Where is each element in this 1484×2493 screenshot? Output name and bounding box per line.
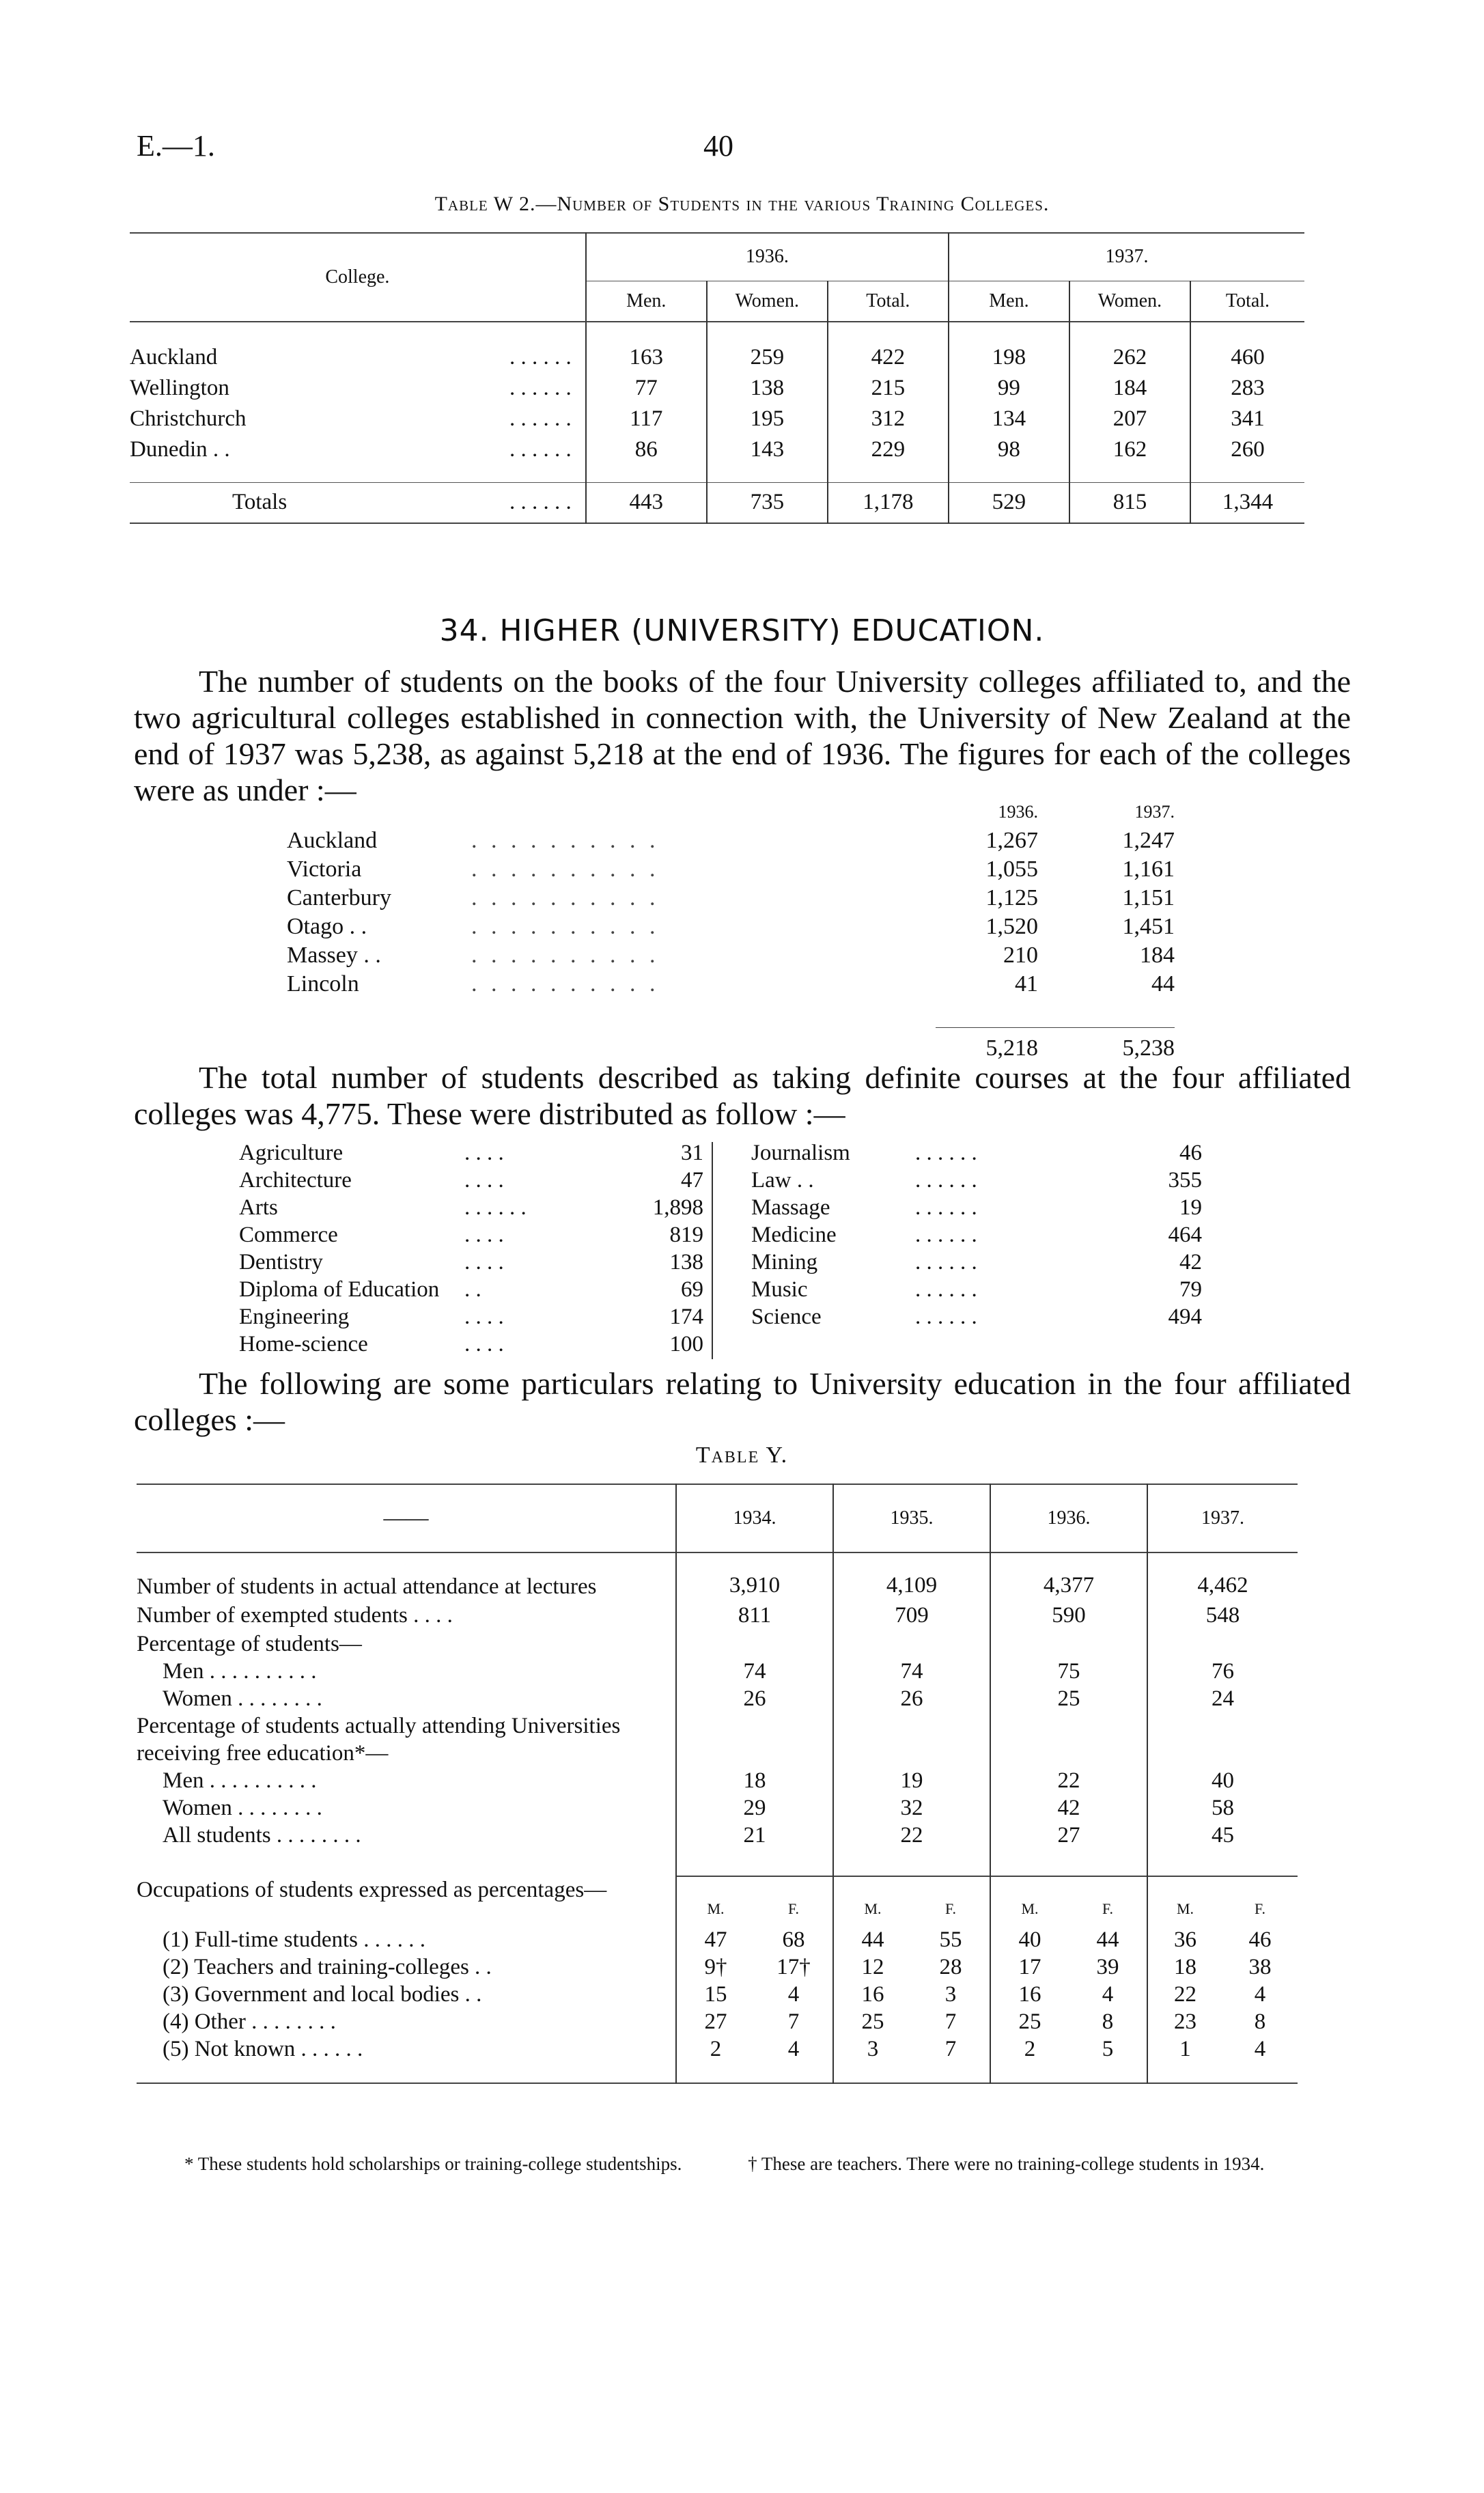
courses-right: [751, 1139, 1202, 1331]
row-label: Women . . . . . . . .: [163, 1795, 322, 1820]
leader-dots: . . . . . .: [464, 1195, 527, 1220]
cell: 815: [1069, 482, 1190, 523]
row-label: (1) Full-time students . . . . . .: [163, 1927, 425, 1952]
table-row: [137, 1685, 1298, 1712]
leader-dots: . . . .: [464, 1304, 504, 1329]
list-item: [751, 1167, 1202, 1194]
col-college-header: College.: [130, 233, 586, 322]
list-item: [751, 1303, 1202, 1331]
cell: 709: [833, 1600, 990, 1630]
table-row: [130, 434, 1304, 465]
college-name: Lincoln: [287, 971, 359, 997]
cell: [990, 1630, 1147, 1658]
leader-dots: . . . .: [464, 1331, 504, 1356]
leader-dots: . . . . . .: [509, 376, 572, 400]
course-count: 69: [681, 1277, 703, 1302]
course-name: Law . .: [751, 1167, 814, 1193]
course-name: Music: [751, 1277, 808, 1302]
row-label: Dunedin . .: [130, 437, 230, 462]
row-label: (5) Not known . . . . . .: [163, 2036, 363, 2061]
leader-dots: . . . . . .: [915, 1222, 977, 1247]
cell: 39: [1096, 1954, 1119, 1979]
leader-dots: . . . . . . . . . .: [471, 914, 660, 939]
course-name: Medicine: [751, 1222, 837, 1247]
female-header: F.: [788, 1900, 799, 1917]
row-label: All students . . . . . . . .: [163, 1822, 361, 1848]
year-header-1937: 1937.: [1134, 802, 1175, 822]
cell: 32: [833, 1794, 990, 1822]
cell: 7: [787, 2009, 800, 2034]
cell: 42: [990, 1794, 1147, 1822]
list-item: [239, 1249, 703, 1276]
course-count: 46: [1179, 1140, 1202, 1165]
value-1936: 1,125: [985, 885, 1038, 910]
cell: 12: [833, 1953, 912, 1981]
list-item: [239, 1167, 703, 1194]
college-list: [287, 798, 1175, 1069]
cell: 25: [833, 2008, 912, 2035]
table-row: [137, 1767, 1298, 1794]
cell: 143: [707, 434, 828, 465]
year-header-1936: 1936.: [586, 233, 949, 281]
cell: 4,462: [1147, 1573, 1298, 1600]
course-count: 464: [1168, 1222, 1202, 1247]
leader-dots: . . . . . .: [509, 437, 572, 462]
cell: 1: [1147, 2035, 1222, 2063]
course-name: Mining: [751, 1249, 818, 1275]
cell: 29: [676, 1794, 833, 1822]
cell: 229: [828, 434, 949, 465]
table-row: [137, 1876, 1298, 1892]
page-number: 40: [703, 129, 733, 163]
cell: 8: [1254, 2009, 1266, 2034]
cell: 2: [990, 2035, 1069, 2063]
course-name: Diploma of Education: [239, 1277, 440, 1302]
cell: 44: [833, 1926, 912, 1953]
cell: 262: [1069, 342, 1190, 373]
cell: 16: [833, 1981, 912, 2008]
leader-dots: . . . .: [464, 1249, 504, 1275]
course-count: 174: [669, 1304, 703, 1329]
list-item: [751, 1249, 1202, 1276]
cell: 163: [586, 342, 707, 373]
value-1936: 1,520: [985, 914, 1038, 939]
cell: [676, 1712, 833, 1767]
course-count: 1,898: [652, 1195, 703, 1220]
cell: 3,910: [676, 1573, 833, 1600]
cell: 18: [1147, 1953, 1222, 1981]
table-y-title: Table Y.: [695, 1443, 789, 1468]
course-count: 42: [1179, 1249, 1202, 1275]
female-header: F.: [1102, 1900, 1113, 1917]
list-item: [751, 1139, 1202, 1167]
leader-dots: . . . .: [464, 1167, 504, 1193]
list-item: [287, 884, 1175, 913]
cell: [676, 1630, 833, 1658]
cell: 40: [1147, 1767, 1298, 1794]
cell: 2: [676, 2035, 755, 2063]
leader-dots: . . . . . .: [509, 490, 572, 515]
cell: 548: [1147, 1600, 1298, 1630]
footnote-dagger: † These are teachers. There were no training-college students in 1934.: [748, 2154, 1265, 2174]
female-header: F.: [945, 1900, 956, 1917]
paragraph-intro: [134, 664, 1351, 809]
year-header-1936: 1936.: [990, 1484, 1147, 1552]
table-row: [137, 1630, 1298, 1658]
cell: 184: [1069, 373, 1190, 404]
leader-dots: . . . . . . . . . .: [471, 885, 660, 910]
list-item: [287, 855, 1175, 884]
paragraph-particulars: [134, 1366, 1351, 1438]
table-row: [137, 2035, 1298, 2063]
cell: 735: [707, 482, 828, 523]
year-header-1935: 1935.: [833, 1484, 990, 1552]
cell: 283: [1190, 373, 1304, 404]
paragraph-courses: [134, 1060, 1351, 1132]
value-1936: 41: [1015, 971, 1038, 997]
table-row: [137, 1822, 1298, 1849]
cell: 16: [990, 1981, 1069, 2008]
cell: 98: [949, 434, 1069, 465]
cell: 55: [939, 1927, 962, 1952]
cell: 18: [676, 1767, 833, 1794]
cell: 7: [944, 2009, 957, 2034]
list-item: [751, 1194, 1202, 1221]
college-name: Victoria: [287, 856, 362, 882]
paragraph-text: The number of students on the books of the four University colleges affiliated to, and the two agricultural colleges established in connection with, the University of New Zealand at the end of 1937 was 5,238, as against 5,218 at the end of 1936. The figures for each of the colleges were as under :—: [134, 664, 1351, 807]
cell: 25: [990, 2008, 1069, 2035]
table-row: [130, 342, 1304, 373]
cell: 28: [939, 1954, 962, 1979]
totals-label: Totals: [232, 490, 288, 515]
list-item: [239, 1276, 703, 1303]
course-name: Journalism: [751, 1140, 850, 1165]
row-label: Auckland: [130, 345, 218, 370]
cell: 3: [833, 2035, 912, 2063]
courses-left: [239, 1139, 703, 1358]
sub-header-men: Men.: [949, 281, 1069, 322]
cell: 8: [1102, 2009, 1114, 2034]
row-label: Men . . . . . . . . . .: [163, 1658, 317, 1684]
totals-row: [130, 482, 1304, 523]
college-name: Massey . .: [287, 943, 381, 968]
cell: 590: [990, 1600, 1147, 1630]
value-1936: 210: [1003, 943, 1038, 968]
cell: 58: [1147, 1794, 1298, 1822]
table-w2: [130, 232, 1304, 524]
total-1937: 5,238: [1122, 1035, 1175, 1061]
table-row: [130, 404, 1304, 434]
course-name: Home-science: [239, 1331, 368, 1356]
course-name: Engineering: [239, 1304, 350, 1329]
table-row: [130, 373, 1304, 404]
year-header-1937: 1937.: [949, 233, 1304, 281]
row-label: Number of exempted students . . . .: [137, 1602, 453, 1628]
cell: [1147, 1630, 1298, 1658]
list-item: [287, 941, 1175, 970]
cell: 22: [1147, 1981, 1222, 2008]
leader-dots: . . . .: [464, 1140, 504, 1165]
sub-header-women: Women.: [707, 281, 828, 322]
leader-dots: . . . . . . . . . .: [471, 971, 660, 997]
cell: 74: [833, 1658, 990, 1685]
cell: 22: [990, 1767, 1147, 1794]
cell: 27: [676, 2008, 755, 2035]
course-name: Science: [751, 1304, 822, 1329]
list-item: [239, 1221, 703, 1249]
course-name: Dentistry: [239, 1249, 323, 1275]
row-label: Occupations of students expressed as percentages—: [137, 1878, 607, 1902]
male-header: M.: [1147, 1892, 1222, 1926]
list-item: [287, 826, 1175, 855]
cell: 26: [833, 1685, 990, 1712]
leader-dots: . . . . . .: [509, 345, 572, 370]
cell: 45: [1147, 1822, 1298, 1849]
list-item: [239, 1303, 703, 1331]
list-item: [287, 913, 1175, 941]
cell: 195: [707, 404, 828, 434]
cell: 811: [676, 1600, 833, 1630]
cell: 4: [1254, 2036, 1266, 2061]
college-name: Auckland: [287, 828, 378, 853]
cell: [1147, 1712, 1298, 1767]
year-header-1937: 1937.: [1147, 1484, 1298, 1552]
table-row: [137, 1658, 1298, 1685]
page-header-left: E.—1.: [137, 129, 215, 163]
leader-dots: . . . . . . . . . .: [471, 943, 660, 968]
leader-dots: . . . . . .: [915, 1140, 977, 1165]
cell: 7: [944, 2036, 957, 2061]
sub-header-women: Women.: [1069, 281, 1190, 322]
cell: 443: [586, 482, 707, 523]
course-name: Massage: [751, 1195, 830, 1220]
cell: 74: [676, 1658, 833, 1685]
college-name: Otago . .: [287, 914, 367, 939]
course-name: Commerce: [239, 1222, 338, 1247]
list-item: [239, 1331, 703, 1358]
year-header-1936: 1936.: [998, 802, 1038, 822]
cell: 38: [1248, 1954, 1272, 1979]
table-row: [137, 1794, 1298, 1822]
sub-header-total: Total.: [1190, 281, 1304, 322]
row-label: Christchurch: [130, 406, 247, 431]
value-1936: 1,267: [985, 828, 1038, 853]
cell: 23: [1147, 2008, 1222, 2035]
cell: 76: [1147, 1658, 1298, 1685]
table-row: [137, 1953, 1298, 1981]
cell: 99: [949, 373, 1069, 404]
total-1936: 5,218: [985, 1035, 1038, 1061]
cell: 26: [676, 1685, 833, 1712]
cell: 1,344: [1190, 482, 1304, 523]
row-label: Percentage of students—: [137, 1631, 362, 1656]
cell: [990, 1712, 1147, 1767]
section-heading: 34. HIGHER (UNIVERSITY) EDUCATION.: [439, 613, 1045, 648]
cell: 259: [707, 342, 828, 373]
cell: 22: [833, 1822, 990, 1849]
leader-dots: . . . .: [464, 1222, 504, 1247]
value-1937: 1,247: [1122, 828, 1175, 853]
table-row: [137, 1926, 1298, 1953]
paragraph-text: The following are some particulars relating to University education in the four affiliated colleges :—: [134, 1366, 1351, 1437]
cell: 44: [1096, 1927, 1119, 1952]
cell: 24: [1147, 1685, 1298, 1712]
cell: 4: [787, 1981, 800, 2007]
table-row: [137, 1573, 1298, 1600]
cell: 4: [1102, 1981, 1114, 2007]
cell: 4,377: [990, 1573, 1147, 1600]
leader-dots: . . . . . .: [509, 406, 572, 431]
table-w2-title: Table W 2.—Number of Students in the various Training Colleges.: [434, 193, 1050, 215]
college-name: Canterbury: [287, 885, 391, 910]
list-item: [751, 1221, 1202, 1249]
list-item: [239, 1194, 703, 1221]
value-1937: 1,151: [1122, 885, 1175, 910]
value-1937: 1,451: [1122, 914, 1175, 939]
course-name: Architecture: [239, 1167, 352, 1193]
male-header: M.: [676, 1892, 755, 1926]
course-name: Agriculture: [239, 1140, 344, 1165]
footnote-star: * These students hold scholarships or training-college studentships.: [184, 2154, 682, 2174]
female-header: F.: [1255, 1900, 1265, 1917]
cell: [833, 1712, 990, 1767]
cell: 3: [944, 1981, 957, 2007]
cell: 36: [1147, 1926, 1222, 1953]
row-label: (2) Teachers and training-colleges . .: [163, 1954, 492, 1979]
paragraph-text: The total number of students described as taking definite courses at the four affiliated colleges was 4,775. These were distributed as follow :—: [134, 1060, 1351, 1131]
cell: 529: [949, 482, 1069, 523]
row-label: Percentage of students actually attending Universities receiving free education*—: [137, 1714, 621, 1766]
value-1937: 184: [1140, 943, 1175, 968]
stub-header: ——: [383, 1505, 429, 1531]
cell: 17†: [776, 1954, 811, 1979]
course-count: 100: [669, 1331, 703, 1356]
leader-dots: . .: [464, 1277, 481, 1302]
cell: 9†: [676, 1953, 755, 1981]
leader-dots: . . . . . .: [915, 1304, 977, 1329]
cell: 117: [586, 404, 707, 434]
column-divider: [712, 1142, 713, 1359]
value-1937: 1,161: [1122, 856, 1175, 882]
sub-header-men: Men.: [586, 281, 707, 322]
cell: 215: [828, 373, 949, 404]
cell: 77: [586, 373, 707, 404]
male-header: M.: [833, 1892, 912, 1926]
leader-dots: . . . . . .: [915, 1167, 977, 1193]
cell: 138: [707, 373, 828, 404]
cell: [833, 1630, 990, 1658]
cell: 198: [949, 342, 1069, 373]
row-label: Number of students in actual attendance at lectures: [137, 1574, 597, 1599]
list-item: [751, 1276, 1202, 1303]
cell: 15: [676, 1981, 755, 2008]
row-label: Men . . . . . . . . . .: [163, 1768, 317, 1793]
course-count: 19: [1179, 1195, 1202, 1220]
footnotes: [137, 2151, 1352, 2177]
list-item: [287, 970, 1175, 999]
value-1936: 1,055: [985, 856, 1038, 882]
cell: 134: [949, 404, 1069, 434]
leader-dots: . . . . . . . . . .: [471, 856, 660, 882]
male-header: M.: [990, 1892, 1069, 1926]
cell: 68: [782, 1927, 805, 1952]
cell: 4: [1254, 1981, 1266, 2007]
cell: 27: [990, 1822, 1147, 1849]
cell: 1,178: [828, 482, 949, 523]
course-count: 79: [1179, 1277, 1202, 1302]
table-y: [137, 1484, 1298, 2084]
value-1937: 44: [1151, 971, 1175, 997]
cell: 260: [1190, 434, 1304, 465]
cell: 47: [676, 1926, 755, 1953]
cell: 162: [1069, 434, 1190, 465]
leader-dots: . . . . . . . . . .: [471, 828, 660, 853]
cell: 341: [1190, 404, 1304, 434]
cell: 422: [828, 342, 949, 373]
cell: 460: [1190, 342, 1304, 373]
leader-dots: . . . . . .: [915, 1277, 977, 1302]
cell: 207: [1069, 404, 1190, 434]
course-count: 494: [1168, 1304, 1202, 1329]
table-row: [137, 1712, 1298, 1767]
cell: 4,109: [833, 1573, 990, 1600]
cell: 19: [833, 1767, 990, 1794]
sub-header-total: Total.: [828, 281, 949, 322]
cell: 4: [787, 2036, 800, 2061]
cell: 46: [1248, 1927, 1272, 1952]
row-label: Women . . . . . . . .: [163, 1686, 322, 1711]
course-count: 138: [669, 1249, 703, 1275]
row-label: (4) Other . . . . . . . .: [163, 2009, 336, 2034]
course-name: Arts: [239, 1195, 278, 1220]
course-count: 819: [669, 1222, 703, 1247]
course-count: 355: [1168, 1167, 1202, 1193]
cell: 25: [990, 1685, 1147, 1712]
table-row: [137, 1600, 1298, 1630]
leader-dots: . . . . . .: [915, 1249, 977, 1275]
cell: 312: [828, 404, 949, 434]
leader-dots: . . . . . .: [915, 1195, 977, 1220]
cell: 17: [990, 1953, 1069, 1981]
table-row: [137, 1981, 1298, 2008]
list-item: [239, 1139, 703, 1167]
cell: 21: [676, 1822, 833, 1849]
row-label: (3) Government and local bodies . .: [163, 1981, 482, 2007]
table-row: [137, 2008, 1298, 2035]
cell: 86: [586, 434, 707, 465]
cell: 40: [990, 1926, 1069, 1953]
year-header-1934: 1934.: [676, 1484, 833, 1552]
course-count: 31: [681, 1140, 703, 1165]
course-count: 47: [681, 1167, 703, 1193]
row-label: Wellington: [130, 376, 229, 400]
cell: 75: [990, 1658, 1147, 1685]
cell: 5: [1102, 2036, 1114, 2061]
